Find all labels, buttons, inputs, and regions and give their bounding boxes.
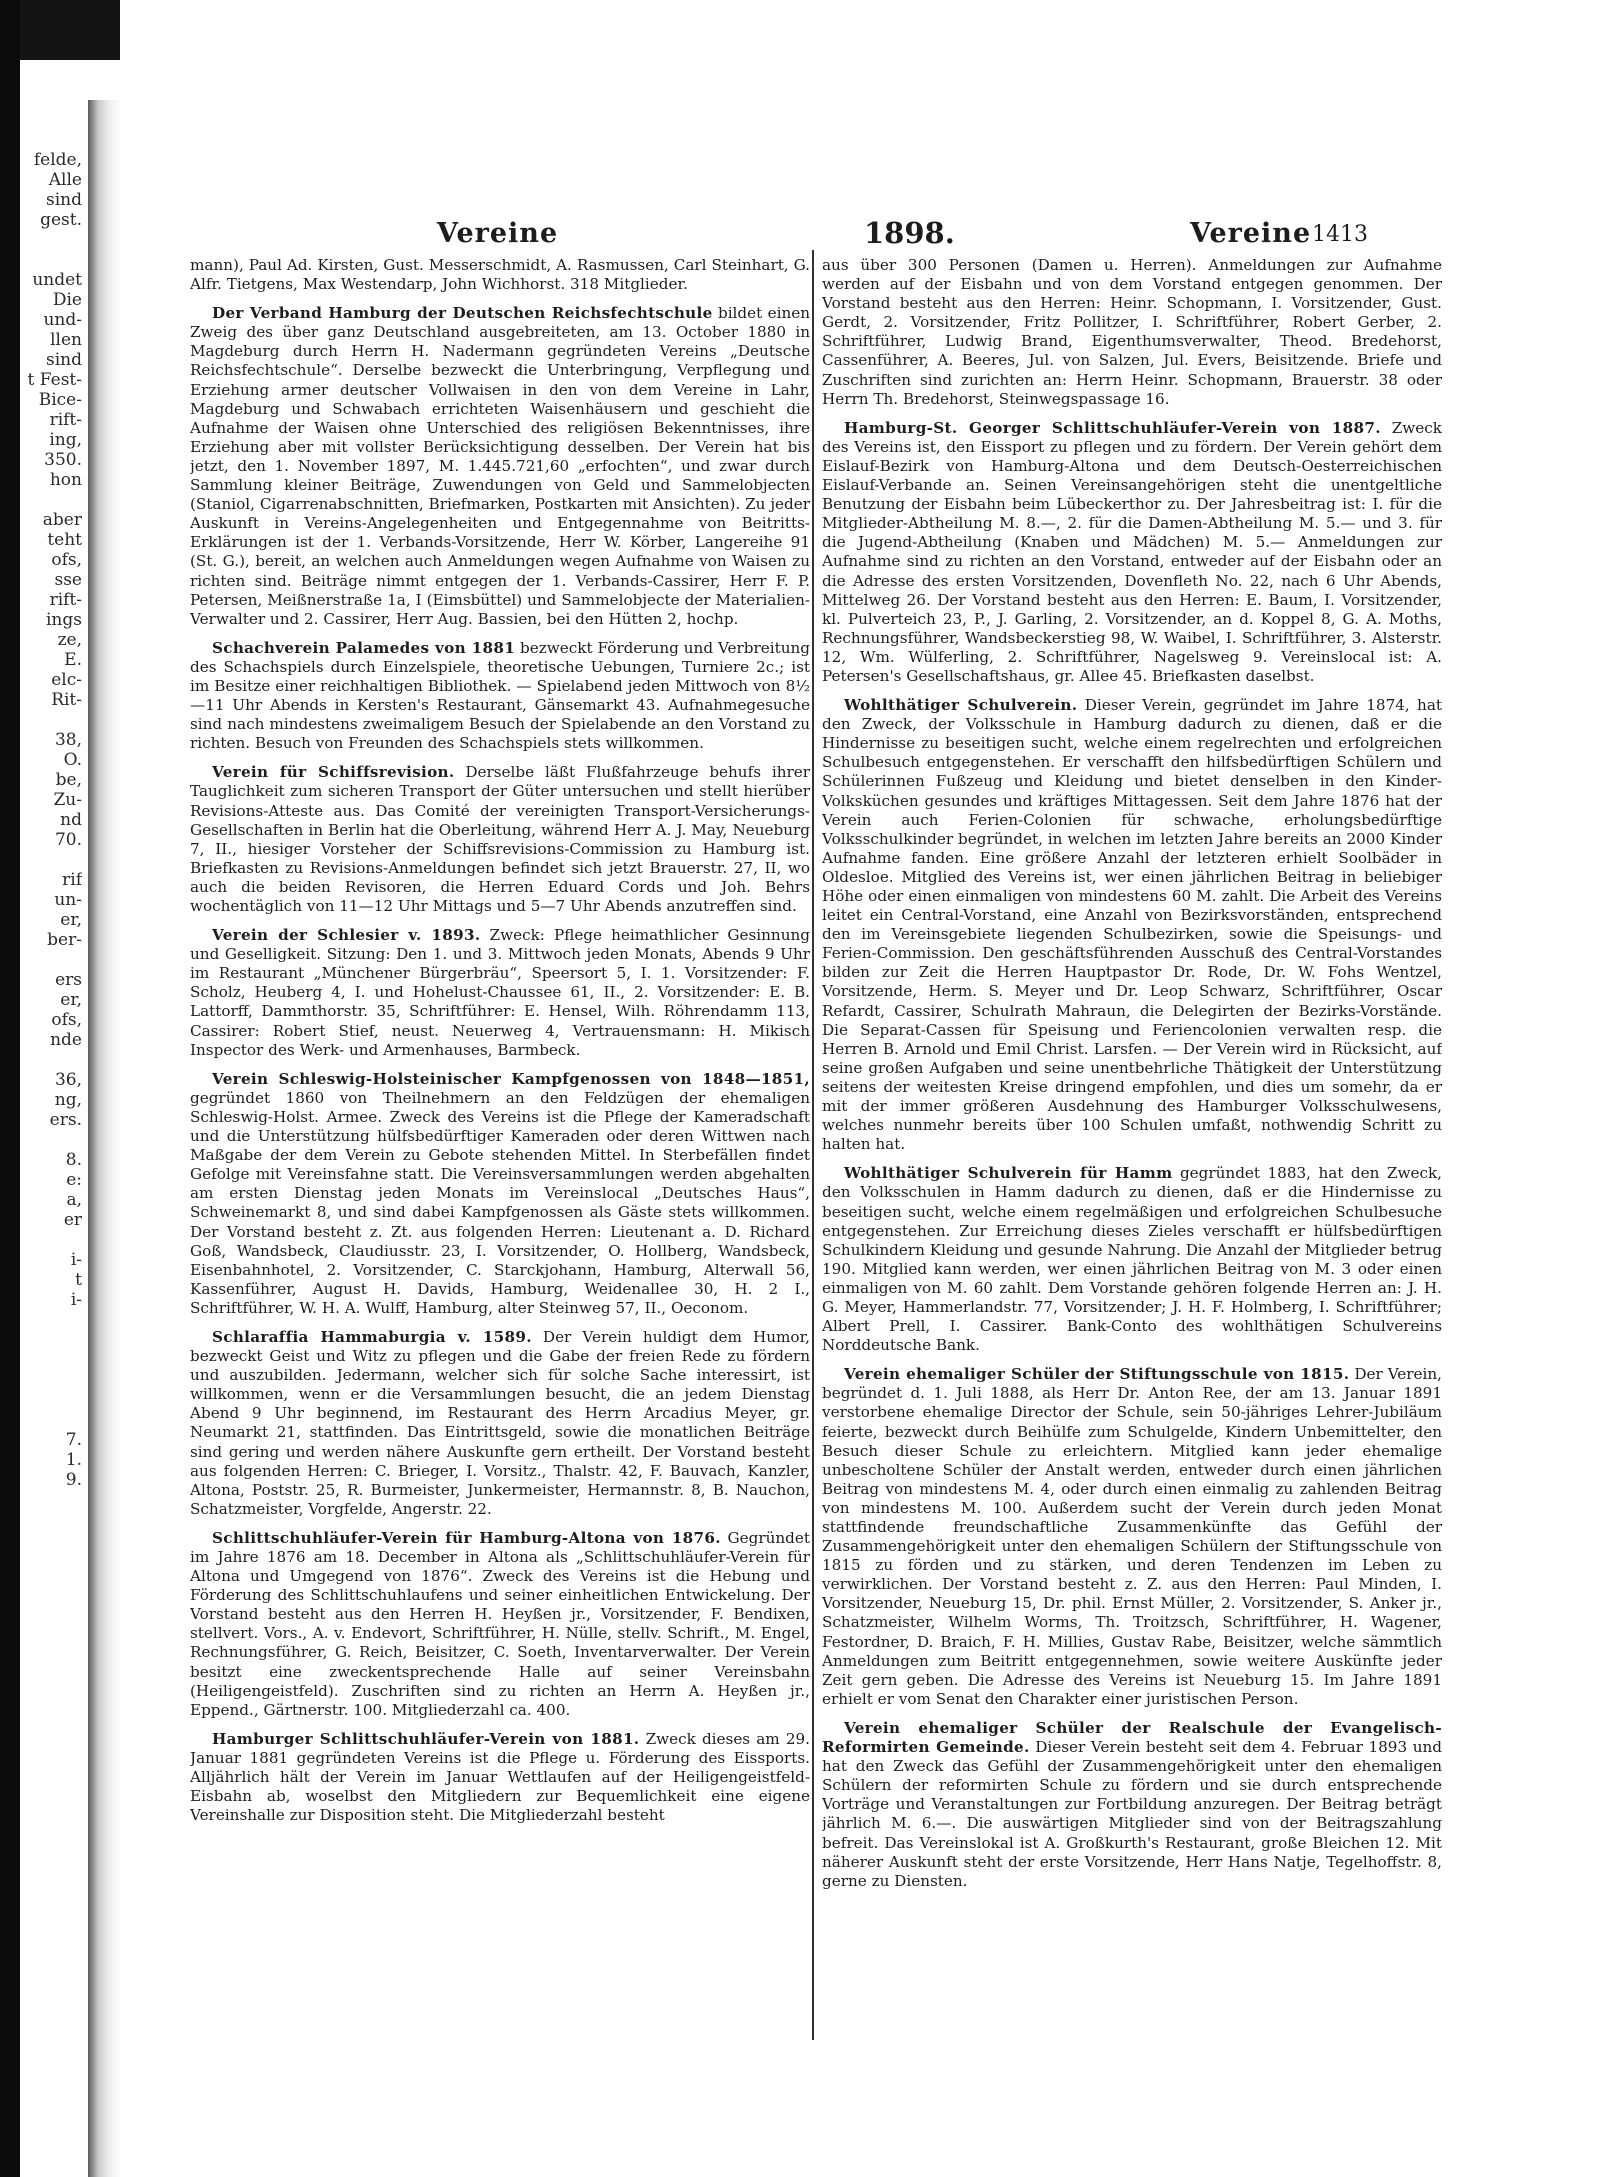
- entry-text: gegründet 1883, hat den Zweck, den Volksschulen in Hamm dadurch zu dienen, daß er die Hindernisse zu beseitigen sucht, welche einem regelmäßigen und erfolgreichen Schulbesuche entgegenstehen. Zur Erreichung dieses Zieles verschafft er hülfsbedürftigen Schulkindern Kleidung und gesunde Nahrung. Die Anzahl der Mitglieder betrug 190. Mitglied kann werden, wer einen jährlichen Beitrag von M. 3 oder einen einmaligen von M. 60 zahlt. Dem Vorstande gehören folgende Herren an: J. H. G. Meyer, Hammerlandstr. 77, Vorsitzender; J. H. F. Holmberg, I. Schriftführer; Albert Prell, I. Cassirer. Bank-Conto des wohlthätigen Schulvereins Norddeutsche Bank.: [822, 1164, 1442, 1355]
- margin-fragment: [12, 250, 82, 270]
- entry-title: Verein ehemaliger Schüler der Stiftungsschule von 1815.: [844, 1365, 1350, 1384]
- margin-fragment: rif: [62, 870, 82, 890]
- entry-schulverein-hamm: [822, 1164, 1442, 1355]
- margin-fragment: und-: [43, 310, 82, 330]
- margin-fragment: [12, 1390, 82, 1410]
- page-number: 1413: [1312, 222, 1368, 247]
- margin-fragment: hon: [49, 470, 82, 490]
- left-column: [190, 256, 810, 2056]
- scan-corner-shadow: [20, 0, 120, 60]
- header-left-title: Vereine: [437, 218, 559, 249]
- entry-title: Schachverein Palamedes von 1881: [212, 638, 516, 657]
- entry-title: Verein für Schiffsrevision.: [212, 763, 455, 782]
- margin-fragment: Die: [52, 290, 82, 310]
- document-page: [122, 0, 1442, 2177]
- margin-fragment: [12, 1410, 82, 1430]
- margin-fragment: er,: [60, 990, 82, 1010]
- entry-text: gegründet 1860 von Theilnehmern an den Feldzügen der ehemaligen Schleswig-Holst. Armee. Zweck des Vereins ist die Pflege der Kameradschaft und die Unterstützung hülfsbedürftiger Kameraden oder deren Wittwen nach Maßgabe der dem Verein zu Gebote stehenden Mittel. In Sterbefällen findet Gefolge mit Vereinsfahne statt. Die Vereinsversammlungen werden abgehalten am ersten Dienstag jeden Monats im Vereinslocal „Deutsches Haus“, Schweinemarkt 8, und sind dabei Kampfgenossen als Gäste stets willkommen. Der Vorstand besteht z. Zt. aus folgenden Herren: Lieutenant a. D. Richard Goß, Wandsbeck, Claudiusstr. 23, I. Vorsitzender, O. Hollberg, Wandsbeck, Eisenbahnhotel, 2. Vorsitzender, C. Starckjohann, Hamburg, Alterwall 56, Kassenführer, August H. Davids, Hamburg, Weidenallee 30, H. 2 I., Schriftführer, W. H. A. Wulff, Hamburg, alter Steinweg 57, II., Oeconom.: [190, 1088, 810, 1317]
- margin-fragment: sse: [54, 570, 82, 590]
- margin-fragment: 7.: [65, 1430, 82, 1450]
- margin-fragment: undet: [32, 270, 82, 290]
- margin-fragment: 8.: [65, 1150, 82, 1170]
- margin-fragment: [12, 850, 82, 870]
- margin-fragment: Bice-: [38, 390, 82, 410]
- margin-fragment: gest.: [40, 210, 82, 230]
- margin-fragment: ings: [46, 610, 82, 630]
- entry-cont-right: [822, 256, 1442, 409]
- margin-fragment: er: [63, 1210, 82, 1230]
- margin-fragment: 36,: [54, 1070, 82, 1090]
- margin-fragment: [12, 1330, 82, 1350]
- entry-cont-top: [190, 256, 810, 294]
- entry-stiftungsschule: [822, 1365, 1442, 1709]
- entry-title: Wohlthätiger Schulverein.: [844, 696, 1078, 715]
- margin-fragment: sind: [46, 190, 82, 210]
- margin-fragment: t Fest-: [27, 370, 82, 390]
- margin-fragment: Alle: [48, 170, 82, 190]
- margin-fragment: [12, 710, 82, 730]
- margin-fragment: ofs,: [51, 1010, 82, 1030]
- margin-fragment: 1.: [65, 1450, 82, 1470]
- margin-fragment: [12, 1230, 82, 1250]
- margin-fragment: 38,: [54, 730, 82, 750]
- margin-fragment: [12, 1310, 82, 1330]
- margin-fragment: ers.: [49, 1110, 82, 1130]
- entry-palamedes: [190, 639, 810, 754]
- entry-schlittschuh-altona: [190, 1529, 810, 1720]
- margin-fragment: [12, 230, 82, 250]
- entry-title: Wohlthätiger Schulverein für Hamm: [844, 1164, 1173, 1183]
- margin-fragment: rift-: [49, 410, 82, 430]
- entry-realschule: [822, 1719, 1442, 1891]
- margin-fragment: [12, 1130, 82, 1150]
- right-column: [822, 256, 1442, 2056]
- entry-schiffsrevision: [190, 763, 810, 916]
- margin-fragment: e:: [66, 1170, 82, 1190]
- margin-fragment: Zu-: [53, 790, 82, 810]
- margin-fragment: a,: [66, 1190, 82, 1210]
- entry-title: Der Verband Hamburg der Deutschen Reichsfechtschule: [212, 304, 713, 323]
- entry-text: Der Verein huldigt dem Humor, bezweckt Geist und Witz zu pflegen und die Gabe der freien Rede zu fördern und auszubilden. Jedermann, welcher sich für solche Sache interessirt, ist willkommen, wenn er die Versammlungen besucht, die an jedem Dienstag Abend 9 Uhr beginnend, im Restaurant des Herrn Arcadius Meyer, gr. Neumarkt 21, stattfinden. Das Eintrittsgeld, sowie die monatlichen Beiträge sind gering und werden nähere Auskunfte gern ertheilt. Der Vorstand besteht aus folgenden Herren: C. Brieger, I. Vorsitz., Thalstr. 42, F. Bauvach, Kanzler, Altona, Poststr. 25, R. Burmeister, Junkermeister, Hermannstr. 8, B. Nauchon, Schatzmeister, Vorgfelde, Angerstr. 22.: [190, 1327, 810, 1518]
- margin-fragment: [12, 1350, 82, 1370]
- margin-fragment: ofs,: [51, 550, 82, 570]
- entry-text: Gegründet im Jahre 1876 am 18. December in Altona als „Schlittschuhläufer-Verein für Altona und Umgegend von 1876“. Zweck des Vereins ist die Hebung und Förderung des Schlittschuhlaufens und seiner einheitlichen Entwickelung. Der Vorstand besteht aus den Herren H. Heyßen jr., Vorsitzender, F. Bendixen, stellvert. Vors., A. v. Endevort, Schriftführer, H. Nülle, stellv. Schrift., M. Engel, Rechnungsführer, G. Reich, Beisitzer, C. Soeth, Inventarverwalter. Der Verein besitzt eine zweckentsprechende Halle auf seiner Vereinsbahn (Heiligengeistfeld). Zuschriften sind zu richten an Herrn A. Heyßen jr., Eppend., Gärtnerstr. 100. Mitgliederzahl ca. 400.: [190, 1528, 810, 1719]
- margin-fragment: [12, 1370, 82, 1390]
- margin-fragment: felde,: [33, 150, 82, 170]
- margin-fragment: 70.: [54, 830, 82, 850]
- margin-fragment: llen: [50, 330, 82, 350]
- column-divider: [812, 250, 814, 2040]
- entry-text: Zweck: Pflege heimathlicher Gesinnung und Geselligkeit. Sitzung: Den 1. und 3. Mittwoch jeden Monats, Abends 9 Uhr im Restaurant „Münchener Bürgerbräu“, Speersort 5, I. 1. Vorsitzender: F. Scholz, Heuberg 4, I. und Hohelust-Chaussee 61, II., 2. Vorsitzender: E. B. Lattorff, Dammthorstr. 35, Schriftführer: E. Hensel, Wilh. Röhrendamm 113, Cassirer: Robert Stief, neust. Neuerweg 4, Vertrauensmann: H. Mikisch Inspector des Werk- und Armenhauses, Barmbeck.: [190, 926, 810, 1059]
- entry-title: Hamburg-St. Georger Schlittschuhläufer-Verein von 1887.: [844, 418, 1381, 437]
- margin-fragment: [12, 1050, 82, 1070]
- entry-st-georger: [822, 419, 1442, 686]
- margin-fragment: ber-: [47, 930, 82, 950]
- entry-schlittschuh-1881: [190, 1730, 810, 1825]
- entry-schlaraffia: [190, 1328, 810, 1519]
- margin-fragment: t: [75, 1270, 82, 1290]
- margin-fragment: 350.: [44, 450, 82, 470]
- previous-page-fragment: [12, 150, 82, 1850]
- header-right-title: Vereine: [1190, 218, 1312, 249]
- entry-text: Derselbe läßt Flußfahrzeuge behufs ihrer Tauglichkeit zum sicheren Transport der Güter untersuchen und stellt hierüber Revisions-Atteste aus. Das Comité der vereinigten Transport-Versicherungs-Gesellschaften in Berlin hat die Oberleitung, während Herr A. J. May, Neueburg 7, II., hiesiger Vorsteher der Schiffsrevisions-Commission zu Hamburg ist. Briefkasten zu Revisions-Anmeldungen befindet sich jetzt Brauerstr. 27, II, wo auch die beiden Revisoren, die Herren Eduard Cords und Joh. Behrs wochentäglich von 11—12 Uhr Mittags und 5—7 Uhr Abends anzutreffen sind.: [190, 763, 810, 915]
- margin-fragment: 9.: [65, 1470, 82, 1490]
- book-gutter: [88, 100, 122, 2177]
- margin-fragment: [12, 490, 82, 510]
- margin-fragment: aber: [42, 510, 82, 530]
- entry-text: Dieser Verein, gegründet im Jahre 1874, hat den Zweck, der Volksschule in Hamburg dadurch zu dienen, daß er die Hindernisse zu beseitigen sucht, welche einem regelrechten und erfolgreichen Schulbesuch entgegenstehen. Er verschafft den hilfsbedürftigen Schülern und Schülerinnen Fußzeug und Kleidung und bietet denselben in den Kinder-Volksküchen gesundes und kräftiges Mittagessen. Seit dem Jahre 1876 hat der Verein auch Ferien-Colonien für schwache, erholungsbedürftige Volksschulkinder begründet, in welchen im letzten Jahre bereits an 2000 Kinder Aufnahme fanden. Eine größere Anzahl der letzteren erhielt Soolbäder in Oldesloe. Mitglied des Vereins ist, wer einen jährlichen Beitrag in beliebiger Höhe oder einen einmaligen von mindestens 60 M. zahlt. Die Arbeit des Vereins leitet ein Central-Vorstand, eine Anzahl von Bezirksvorständen, entsprechend den im Vereinsgebiete liegenden Schulbezirken, sowie die Speisungs- und Ferien-Commission. Den geschäftsführenden Ausschuß des Central-Vorstandes bilden zur Zeit die Herren Hauptpastor Dr. Rode, Dr. W. Fohs Wentzel, Vorsitzende, Herm. S. Meyer und Dr. Leop Schwarz, Schriftführer, Oscar Refardt, Cassirer, Schulrath Mahraun, die Delegirten der Bezirks-Vorstände. Die Separat-Cassen für Speisung und Feriencolonien verwalten resp. die Herren B. Arnold und Emil Christ. Larsfen. — Der Verein wird in Rücksicht, auf seine großen Aufgaben und seine unentbehrliche Thätigkeit der Unterstützung seitens der weitesten Kreise dringend empfohlen, und dies um somehr, da er mit der immer größeren Ausdehnung des Hamburger Volksschulwesens, welches nunmehr bereits über 100 Schulen umfaßt, nothwendig Schritt zu halten hat.: [822, 696, 1442, 1154]
- entry-text: Zweck dieses am 29. Januar 1881 gegründeten Vereins ist die Pflege u. Förderung des Eissports. Alljährlich hält der Verein im Januar Wettlaufen auf der Heiligengeistfeld-Eisbahn ab, woselbst den Mitgliedern zur Bequemlichkeit eine eigene Vereinshalle zur Disposition steht. Die Mitgliederzahl besteht: [190, 1729, 810, 1825]
- margin-fragment: er,: [60, 910, 82, 930]
- margin-fragment: ing,: [49, 430, 82, 450]
- margin-fragment: nd: [60, 810, 82, 830]
- entry-title: Verein der Schlesier v. 1893.: [212, 926, 481, 945]
- margin-fragment: [12, 950, 82, 970]
- entry-text: Zweck des Vereins ist, den Eissport zu pflegen und zu fördern. Der Verein gehört dem Eislauf-Bezirk von Hamburg-Altona und dem Deutsch-Oesterreichischen Eislauf-Verbande an. Seinen Vereinsangehörigen steht die unentgeltliche Benutzung der Eisbahn beim Lübeckerthor zu. Der Jahresbeitrag ist: I. für die Mitglieder-Abtheilung M. 8.—, 2. für die Damen-Abtheilung M. 5.— und 3. für die Jugend-Abtheilung (Knaben und Mädchen) M. 5.— Anmeldungen zur Aufnahme sind zu richten an den Vorstand, entweder auf der Eisbahn oder an die Adresse des ersten Vorsitzenden, Dovenfleth No. 22, nach 6 Uhr Abends, Mittelweg 26. Der Vorstand besteht aus den Herren: E. Baum, I. Vorsitzender, kl. Pulverteich 23, P., J. Garling, 2. Vorsitzender, an d. Koppel 8, G. A. Moths, Rechnungsführer, Wandsbeckerstieg 98, W. Waibel, I. Schriftführer, 3. Alsterstr. 12, Wm. Wülferling, 2. Schriftführer, Nagelsweg 9. Vereinslocal ist: A. Petersen's Gesellschaftshaus, gr. Allee 45. Briefkasten daselbst.: [822, 418, 1442, 685]
- margin-fragment: rift-: [49, 590, 82, 610]
- entry-text: aus über 300 Personen (Damen u. Herren). Anmeldungen zur Aufnahme werden auf der Eisbahn und von dem Vorstand entgegen genommen. Der Vorstand besteht aus den Herren: Heinr. Schopmann, I. Vorsitzender, Gust. Gerdt, 2. Vorsitzender, Fritz Pollitzer, I. Schriftführer, Robert Gerber, 2. Schriftführer, Ludwig Brand, Eigenthumsverwalter, Theod. Bredehorst, Cassenführer, A. Beeres, Jul. von Salzen, Jul. Evers, Beisitzende. Briefe und Zuschriften sind zurichten an: Herrn Heinr. Schopmann, Brauerstr. 38 oder Herrn Th. Bredehorst, Steinwegspassage 16.: [822, 256, 1442, 408]
- entry-kampfgenossen: [190, 1070, 810, 1318]
- margin-fragment: sind: [46, 350, 82, 370]
- header-year: 1898.: [864, 216, 955, 250]
- margin-fragment: nde: [50, 1030, 82, 1050]
- entry-title: Verein Schleswig-Holsteinischer Kampfgenossen von 1848—1851,: [212, 1069, 810, 1088]
- margin-fragment: un-: [54, 890, 82, 910]
- margin-fragment: ng,: [54, 1090, 82, 1110]
- margin-fragment: ers: [55, 970, 82, 990]
- entry-title: Schlaraffia Hammaburgia v. 1589.: [212, 1327, 532, 1346]
- page-header: [122, 218, 1422, 252]
- entry-schlesier: [190, 926, 810, 1060]
- entry-text: Dieser Verein besteht seit dem 4. Februar 1893 und hat den Zweck das Gefühl der Zusammengehörigkeit unter den ehemaligen Schülern der reformirten Schule zu fördern und sie durch entsprechende Vorträge und Veranstaltungen zur Fortbildung anzuregen. Der Beitrag beträgt jährlich M. 6.—. Die auswärtigen Mitglieder sind von der Beitragszahlung befreit. Das Vereinslokal ist A. Großkurth's Restaurant, große Bleichen 12. Mit näherer Auskunft steht der erste Vorsitzende, Herr Hans Natje, Tegelhoffstr. 8, gerne zu Diensten.: [822, 1738, 1442, 1890]
- margin-fragment: ze,: [57, 630, 82, 650]
- margin-fragment: E.: [64, 650, 82, 670]
- margin-fragment: teht: [47, 530, 82, 550]
- margin-fragment: Rit-: [51, 690, 82, 710]
- margin-fragment: i-: [70, 1290, 82, 1310]
- entry-schulverein: [822, 696, 1442, 1154]
- entry-text: bildet einen Zweig des über ganz Deutschland ausgebreiteten, am 13. October 1880 in Magdeburg durch Herrn H. Nadermann gegründeten Vereins „Deutsche Reichsfechtschule“. Derselbe bezweckt die Unterbringung, Verpflegung und Erziehung armer deutscher Vollwaisen in den von dem Vereine in Lahr, Magdeburg und Schwabach errichteten Waisenhäusern und geschieht die Aufnahme der Waisen ohne Unterschied des religiösen Bekenntnisses, ihre Erziehung aber mit vollster Berücksichtigung desselben. Der Verein hat bis jetzt, den 1. November 1897, M. 1.445.721,60 „erfochten“, und zwar durch Sammlung kleiner Beiträge, Zuwendungen von Geld und Sammelobjecten (Staniol, Cigarrenabschnitten, Briefmarken, Postkarten mit Ansichten). Zu jeder Auskunft in Vereins-Angelegenheiten und Entgegennahme von Beitritts-Erklärungen ist der 1. Verbands-Vorsitzende, Herr W. Körber, Langereihe 91 (St. G.), bereit, an welchen auch Anmeldungen wegen Aufnahme von Waisen zu richten sind. Beiträge nimmt entgegen der 1. Verbands-Cassirer, Herr F. P. Petersen, Meißnerstraße 1a, I (Eimsbüttel) und Sammelobjecte der Materialien-Verwalter und 2. Cassirer, Herr Aug. Bassien, bei den Hütten 2, hochp.: [190, 304, 810, 628]
- entry-text: mann), Paul Ad. Kirsten, Gust. Messerschmidt, A. Rasmussen, Carl Steinhart, G. Alfr. Tietgens, Max Westendarp, John Wichhorst. 318 Mitglieder.: [190, 256, 810, 294]
- entry-text: bezweckt Förderung und Verbreitung des Schachspiels durch Einzelspiele, theoretische Uebungen, Turniere 2c.; ist im Besitze einer reichhaltigen Bibliothek. — Spielabend jeden Mittwoch von 8½—11 Uhr Abends in Kersten's Restaurant, Gänsemarkt 43. Aufnahmegesuche sind nach mindestens zweimaligem Besuch der Spielabende an den Vorstand zu richten. Besuch von Freunden des Schachspiels stets willkommen.: [190, 638, 810, 753]
- entry-title: Hamburger Schlittschuhläufer-Verein von 1881.: [212, 1729, 640, 1748]
- margin-fragment: be,: [55, 770, 82, 790]
- entry-text: Der Verein, begründet d. 1. Juli 1888, als Herr Dr. Anton Ree, der am 13. Januar 1891 verstorbene ehemalige Director der Schule, sein 50-jähriges Lehrer-Jubiläum feierte, bezweckt durch Beihülfe zum Schulgelde, Kindern Unbemittelter, den Besuch dieser Schule zu erleichtern. Mitglied kann jeder ehemalige unbescholtene Schüler der Anstalt werden, entweder durch einen jährlichen Beitrag von mindestens M. 4, oder durch einen einmalig zu zahlenden Beitrag von mindestens M. 100. Außerdem sucht der Verein durch jeden Monat stattfindende freundschaftliche Zusammenkünfte das Gefühl der Zusammengehörigkeit unter den ehemaligen Schülern der Stiftungsschule von 1815 zu förden und zu stärken, und deren Tendenzen im Leben zu verwirklichen. Der Vorstand besteht z. Z. aus den Herren: Paul Minden, I. Vorsitzender, Neueburg 15, Dr. phil. Ernst Müller, 2. Vorsitzender, S. Anker jr., Schatzmeister, Wilhelm Worms, Th. Troitzsch, Schriftführer, H. Wagener, Festordner, D. Braich, F. H. Millies, Gustav Rabe, Beisitzer, welche sämmtlich Anmeldungen zum Beitritt entgegennehmen, sowie weitere Auskünfte jeder Zeit gern geben. Die Adresse des Vereins ist Neueburg 15. Im Jahre 1891 erhielt er vom Senat den Charakter einer juristischen Person.: [822, 1365, 1442, 1708]
- margin-fragment: i-: [70, 1250, 82, 1270]
- margin-fragment: O.: [63, 750, 82, 770]
- entry-title: Schlittschuhläufer-Verein für Hamburg-Altona von 1876.: [212, 1528, 721, 1547]
- entry-reichsfechtschule: [190, 304, 810, 629]
- entry-title: Verein ehemaliger Schüler der Realschule der Evangelisch-Reformirten Gemeinde.: [822, 1718, 1442, 1757]
- margin-fragment: elc-: [51, 670, 82, 690]
